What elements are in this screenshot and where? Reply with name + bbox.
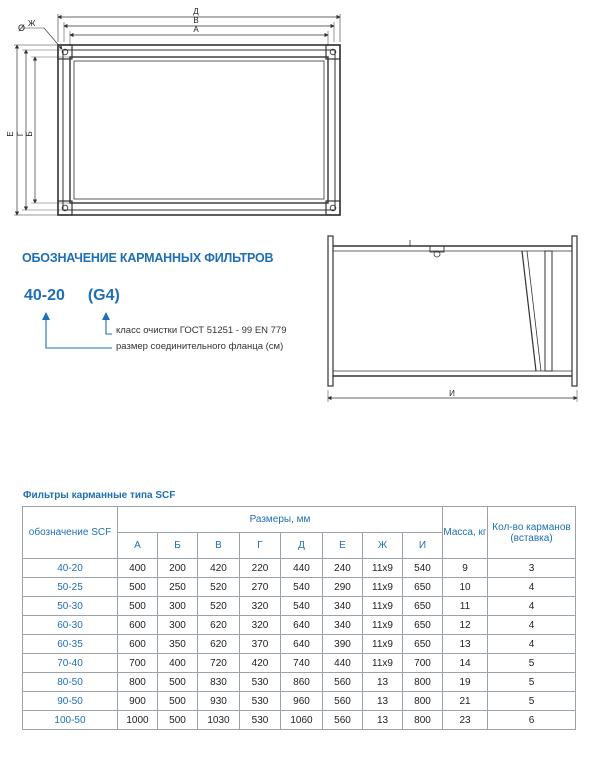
header-col-b: Б [158, 533, 198, 559]
class-code: (G4) [87, 287, 120, 304]
table-cell: 930 [198, 692, 240, 711]
table-cell: 500 [158, 673, 198, 692]
table-row [23, 711, 576, 730]
table-cell: 11x9 [363, 559, 403, 578]
table-cell: 19 [443, 673, 488, 692]
row-designation: 50-30 [23, 597, 118, 616]
header-count: Кол-во карманов (вставка) [488, 507, 576, 559]
header-col-v: В [198, 533, 240, 559]
row-designation: 100-50 [23, 711, 118, 730]
table-cell: 11x9 [363, 616, 403, 635]
table-cell: 500 [118, 597, 158, 616]
table-cell: 440 [281, 559, 323, 578]
table-cell: 11x9 [363, 635, 403, 654]
table-cell: 830 [198, 673, 240, 692]
table-cell: 800 [118, 673, 158, 692]
dim-label-i: И [449, 389, 455, 398]
dim-label-e: Е [6, 131, 15, 137]
table-cell: 650 [403, 578, 443, 597]
table-cell: 540 [403, 559, 443, 578]
header-sizes: Размеры, мм [118, 507, 443, 533]
table-cell: 5 [488, 673, 576, 692]
table-cell: 21 [443, 692, 488, 711]
row-designation: 90-50 [23, 692, 118, 711]
table-cell: 560 [323, 711, 363, 730]
table-row [23, 673, 576, 692]
table-cell: 390 [323, 635, 363, 654]
table-cell: 6 [488, 711, 576, 730]
table-cell: 400 [118, 559, 158, 578]
table-cell: 540 [281, 578, 323, 597]
table-cell: 620 [198, 616, 240, 635]
table-cell: 1000 [118, 711, 158, 730]
table-cell: 420 [198, 559, 240, 578]
table-cell: 13 [363, 711, 403, 730]
front-view [14, 14, 340, 215]
table-row [23, 654, 576, 673]
table-cell: 5 [488, 692, 576, 711]
header-col-zh: Ж [363, 533, 403, 559]
table-cell: 600 [118, 635, 158, 654]
table-cell: 420 [240, 654, 281, 673]
table-cell: 520 [198, 597, 240, 616]
table-cell: 320 [240, 616, 281, 635]
row-designation: 60-30 [23, 616, 118, 635]
table-cell: 11x9 [363, 597, 403, 616]
table-cell: 500 [158, 711, 198, 730]
table-cell: 13 [363, 692, 403, 711]
table-cell: 740 [281, 654, 323, 673]
row-designation: 40-20 [23, 559, 118, 578]
table-cell: 13 [363, 673, 403, 692]
diameter-symbol: Ø [18, 23, 26, 33]
table-cell: 960 [281, 692, 323, 711]
table-row [23, 559, 576, 578]
table-cell: 370 [240, 635, 281, 654]
table-row [23, 578, 576, 597]
table-cell: 400 [158, 654, 198, 673]
header-mass: Масса, кг [443, 507, 488, 559]
table-cell: 4 [488, 635, 576, 654]
arrow-up-class-icon [102, 312, 110, 320]
table-cell: 700 [403, 654, 443, 673]
table-cell: 640 [281, 616, 323, 635]
table-cell: 520 [198, 578, 240, 597]
table-cell: 320 [240, 597, 281, 616]
table-cell: 9 [443, 559, 488, 578]
table-cell: 11x9 [363, 578, 403, 597]
table-cell: 4 [488, 578, 576, 597]
table-cell: 800 [403, 711, 443, 730]
dim-label-b: Б [25, 131, 34, 137]
arrow-up-size-icon [42, 312, 50, 320]
table-cell: 220 [240, 559, 281, 578]
table-cell: 640 [281, 635, 323, 654]
spec-table [22, 506, 576, 730]
table-cell: 200 [158, 559, 198, 578]
header-col-a: А [118, 533, 158, 559]
table-cell: 560 [323, 692, 363, 711]
table-cell: 720 [198, 654, 240, 673]
table-cell: 300 [158, 597, 198, 616]
table-row [23, 635, 576, 654]
table-cell: 300 [158, 616, 198, 635]
table-cell: 4 [488, 616, 576, 635]
table-title: Фильтры карманные типа SCF [23, 490, 176, 501]
table-cell: 800 [403, 692, 443, 711]
header-col-e: Е [323, 533, 363, 559]
designation-heading: ОБОЗНАЧЕНИЕ КАРМАННЫХ ФИЛЬТРОВ [22, 251, 274, 265]
dim-label-g: Г [16, 131, 25, 137]
row-designation: 60-35 [23, 635, 118, 654]
row-designation: 70-40 [23, 654, 118, 673]
table-cell: 800 [403, 673, 443, 692]
table-cell: 4 [488, 597, 576, 616]
table-cell: 340 [323, 597, 363, 616]
table-cell: 3 [488, 559, 576, 578]
side-view [328, 236, 577, 402]
table-cell: 560 [323, 673, 363, 692]
header-col-d: Д [281, 533, 323, 559]
table-row [23, 616, 576, 635]
table-cell: 600 [118, 616, 158, 635]
table-cell: 500 [158, 692, 198, 711]
table-cell: 860 [281, 673, 323, 692]
table-cell: 240 [323, 559, 363, 578]
table-cell: 500 [118, 578, 158, 597]
table-cell: 11x9 [363, 654, 403, 673]
table-cell: 14 [443, 654, 488, 673]
note-class: класс очистки ГОСТ 51251 - 99 EN 779 [116, 325, 287, 336]
table-cell: 10 [443, 578, 488, 597]
dim-label-zh: Ж [28, 19, 36, 28]
table-cell: 900 [118, 692, 158, 711]
table-cell: 1060 [281, 711, 323, 730]
table-cell: 290 [323, 578, 363, 597]
table-cell: 540 [281, 597, 323, 616]
table-cell: 650 [403, 635, 443, 654]
header-col-i: И [403, 533, 443, 559]
table-cell: 1030 [198, 711, 240, 730]
table-cell: 530 [240, 711, 281, 730]
designation-code [24, 287, 120, 305]
table-cell: 530 [240, 692, 281, 711]
table-cell: 270 [240, 578, 281, 597]
dim-label-a: А [193, 25, 199, 34]
row-designation: 50-25 [23, 578, 118, 597]
dim-label-d: Д [193, 7, 199, 16]
table-cell: 250 [158, 578, 198, 597]
table-cell: 440 [323, 654, 363, 673]
note-size: размер соединительного фланца (см) [116, 341, 284, 352]
table-cell: 340 [323, 616, 363, 635]
dim-label-v: В [193, 16, 199, 25]
table-cell: 650 [403, 616, 443, 635]
table-row [23, 692, 576, 711]
table-cell: 650 [403, 597, 443, 616]
header-col-g: Г [240, 533, 281, 559]
header-designation: обозначение SCF [23, 507, 118, 559]
table-row [23, 597, 576, 616]
table-cell: 11 [443, 597, 488, 616]
table-cell: 13 [443, 635, 488, 654]
table-cell: 620 [198, 635, 240, 654]
size-code: 40-20 [24, 287, 65, 304]
table-cell: 12 [443, 616, 488, 635]
designation-arrows [46, 318, 112, 348]
row-designation: 80-50 [23, 673, 118, 692]
table-cell: 23 [443, 711, 488, 730]
table-cell: 530 [240, 673, 281, 692]
table-cell: 700 [118, 654, 158, 673]
table-cell: 5 [488, 654, 576, 673]
table-cell: 350 [158, 635, 198, 654]
